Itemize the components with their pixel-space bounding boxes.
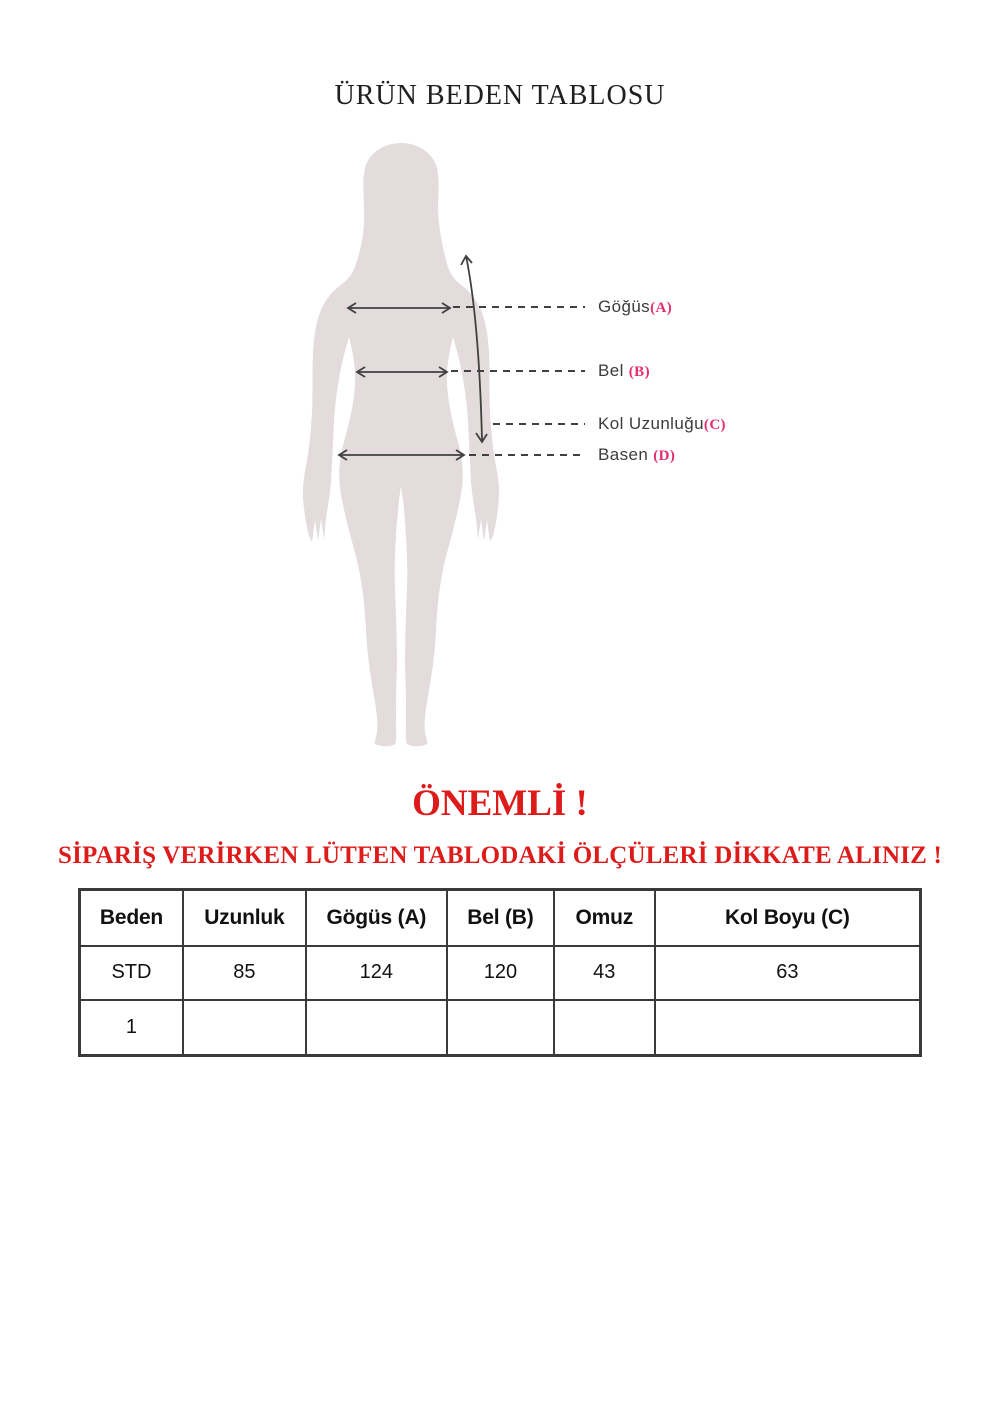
measure-label-waist — [598, 360, 650, 382]
page-title: ÜRÜN BEDEN TABLOSU — [334, 80, 666, 111]
header-gogus: Gögüs (A) — [306, 890, 447, 946]
cell-gogus-1 — [306, 1000, 447, 1056]
order-warning-text: SİPARİŞ VERİRKEN LÜTFEN TABLODAKİ ÖLÇÜLERİ DİKKATE ALINIZ ! — [58, 842, 942, 869]
measurement-diagram — [0, 140, 1000, 752]
header-kol-boyu: Kol Boyu (C) — [655, 890, 921, 946]
body-silhouette — [303, 143, 499, 746]
cell-kol-boyu-1 — [655, 1000, 921, 1056]
size-table-header-row — [80, 890, 921, 946]
body-silhouette-diagram — [300, 140, 760, 750]
header-uzunluk: Uzunluk — [183, 890, 306, 946]
cell-uzunluk-1 — [183, 1000, 306, 1056]
size-table-row-1 — [80, 1000, 921, 1056]
header-bel: Bel (B) — [447, 890, 554, 946]
cell-gogus-std: 124 — [306, 946, 447, 1000]
measure-label-hip-text: Basen — [598, 445, 649, 464]
cell-bel-1 — [447, 1000, 554, 1056]
measure-label-hip — [598, 444, 675, 466]
measure-code-d: (D) — [653, 448, 676, 464]
header-beden: Beden — [80, 890, 183, 946]
measure-label-arm-length-text: Kol Uzunluğu — [598, 414, 704, 433]
size-table-row-std — [80, 946, 921, 1000]
measure-label-arm-length — [598, 413, 726, 435]
measure-code-b: (B) — [628, 364, 650, 380]
size-table — [78, 888, 922, 1057]
cell-uzunluk-std: 85 — [183, 946, 306, 1000]
cell-beden-std: STD — [80, 946, 183, 1000]
header-omuz: Omuz — [554, 890, 655, 946]
measure-label-chest-text: Göğüs — [598, 297, 651, 316]
cell-kol-boyu-std: 63 — [655, 946, 921, 1000]
cell-beden-1: 1 — [80, 1000, 183, 1056]
cell-bel-std: 120 — [447, 946, 554, 1000]
cell-omuz-std: 43 — [554, 946, 655, 1000]
measure-label-chest — [598, 296, 672, 318]
measure-code-a: (A) — [650, 300, 673, 316]
important-heading: ÖNEMLİ ! — [412, 783, 588, 824]
cell-omuz-1 — [554, 1000, 655, 1056]
measure-code-c: (C) — [703, 417, 726, 433]
measure-label-waist-text: Bel — [598, 361, 624, 380]
